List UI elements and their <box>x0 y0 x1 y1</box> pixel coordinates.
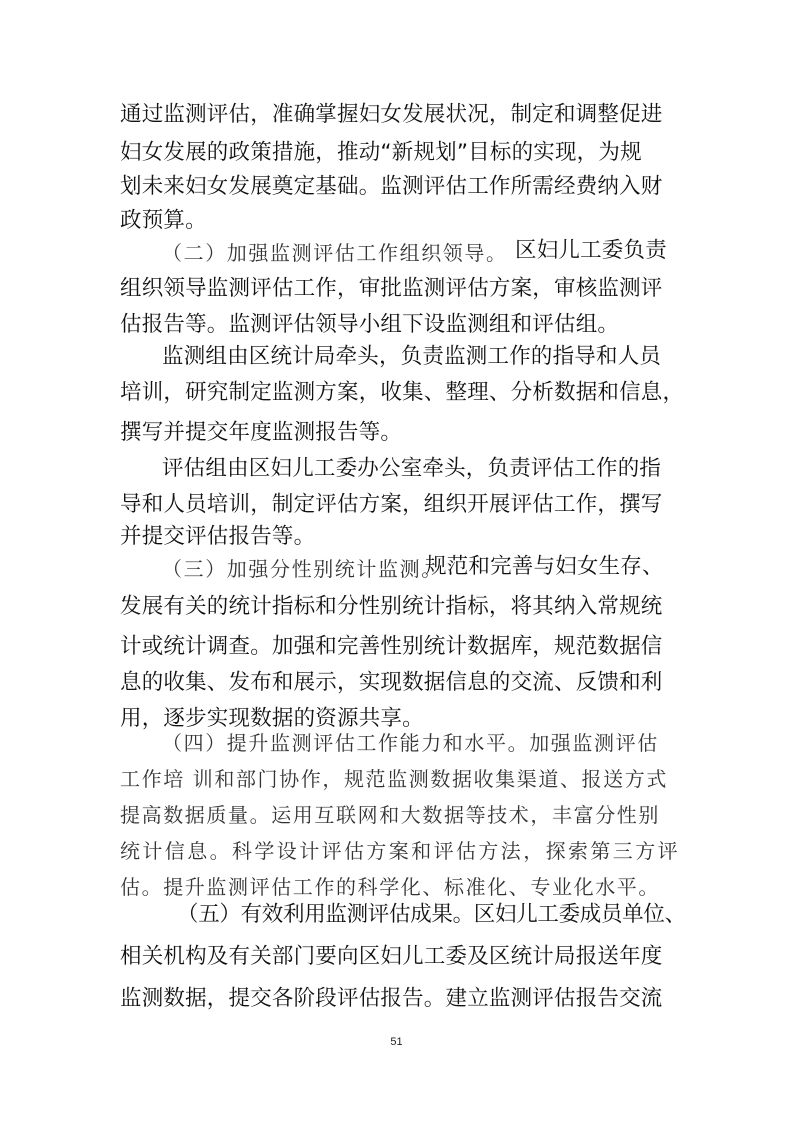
body-text-line: 提高数据质量。运用互联网和大数据等技术，丰富分性别 <box>120 803 660 827</box>
body-text-line: 通过监测评估，准确掌握妇女发展状况，制定和调整促进 <box>120 102 663 127</box>
body-text-line: 规范和完善与妇女生存、 <box>425 554 664 579</box>
body-text-line: 划未来妇女发展奠定基础。监测评估工作所需经费纳入财 <box>120 174 663 199</box>
body-text-line: 撰写并提交年度监测报告等。 <box>120 420 403 445</box>
section-heading-2: （二）加强监测评估工作组织领导。 <box>162 241 508 265</box>
body-text-line: 区妇儿工委负责 <box>515 238 667 263</box>
body-text-line: 培训，研究制定监测方案，收集、整理、分析数据和信息， <box>120 380 685 405</box>
body-text-line: 相关机构及有关部门要向区妇儿工委及区统计局报送年度 <box>120 944 663 969</box>
body-text-line: 政预算。 <box>120 208 207 233</box>
section-heading-4: （四）提升监测评估工作能力和水平。加强监测评估 <box>162 731 659 755</box>
body-text-line: 监测数据，提交各阶段评估报告。建立监测评估报告交流 <box>120 986 663 1011</box>
body-text-line: 统计信息。科学设计评估方案和评估方法，探索第三方评 <box>120 839 680 863</box>
body-text-line: 计或统计调查。加强和完善性别统计数据库，规范数据信 <box>120 634 663 659</box>
body-text-line: 并提交评估报告等。 <box>120 524 316 549</box>
body-text-line: 工作培 训和部门协作，规范监测数据收集渠道、报送方式 <box>120 767 668 791</box>
body-text-line: 息的收集、发布和展示，实现数据信息的交流、反馈和利 <box>120 670 663 695</box>
body-text-line: 组织领导监测评估工作，审批监测评估方案，审核监测评 <box>120 276 663 301</box>
page-number: 51 <box>390 1036 403 1048</box>
body-text-line: 监测组由区统计局牵头，负责监测工作的指导和人员 <box>162 344 662 369</box>
body-text-line: 估报告等。监测评估领导小组下设监测组和评估组。 <box>120 312 620 337</box>
section-heading-3: （三）加强分性别统计监测。 <box>162 557 443 581</box>
body-text-line: 导和人员培训，制定评估方案，组织开展评估工作，撰写 <box>120 492 663 517</box>
body-text-line: 评估组由区妇儿工委办公室牵头，负责评估工作的指 <box>162 456 662 481</box>
section-heading-5: （五）有效利用监测评估成果。区妇儿工委成员单位、 <box>177 902 686 927</box>
body-text-line: 发展有关的统计指标和分性别统计指标，将其纳入常规统 <box>120 594 663 619</box>
body-text-line: 用，逐步实现数据的资源共享。 <box>120 706 424 731</box>
body-text-line: 妇女发展的政策措施，推动“新规划”目标的实现，为规 <box>120 140 642 165</box>
body-text-line: 估。提升监测评估工作的科学化、标准化、专业化水平。 <box>120 875 660 899</box>
